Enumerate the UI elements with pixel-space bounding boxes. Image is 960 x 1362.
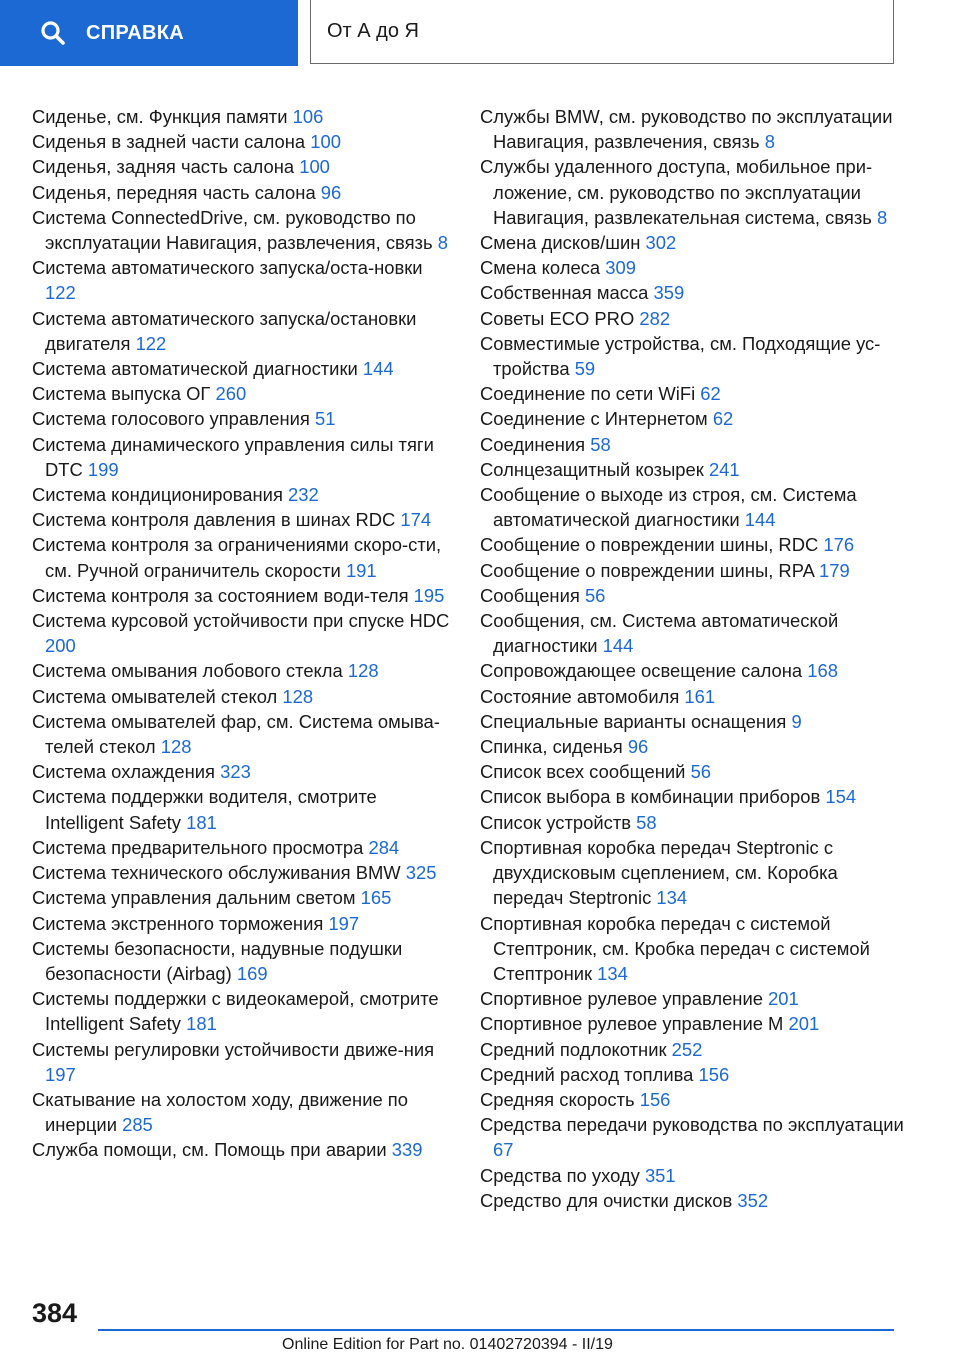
top-navigation	[0, 0, 960, 66]
page-link[interactable]: 181	[186, 811, 217, 833]
index-entry	[32, 835, 452, 860]
index-column-left	[32, 104, 452, 1163]
index-entry	[32, 104, 452, 129]
index-entry-text: Спортивное рулевое управление M	[480, 1013, 784, 1035]
index-entry	[480, 1011, 910, 1036]
index-entry-text: Система автоматического запуска/оста-новки	[32, 257, 423, 279]
index-entry-text: Система охлаждения	[32, 761, 215, 783]
page-link[interactable]: 134	[656, 887, 688, 909]
index-entry-text: Сообщение о повреждении шины, RDC	[480, 534, 819, 556]
index-entry-text: Средство для очистки дисков	[480, 1189, 733, 1211]
page-link[interactable]: 165	[360, 887, 392, 909]
page-link[interactable]: 195	[413, 584, 445, 606]
page-link[interactable]: 260	[215, 383, 247, 405]
page-link[interactable]: 58	[590, 433, 611, 455]
index-entry-text: Солнцезащитный козырек	[480, 458, 704, 480]
index-entry	[480, 432, 910, 457]
page-link[interactable]: 122	[45, 282, 76, 304]
index-entry-text: Системы безопасности, надувные подушки безопасности (Airbag)	[32, 937, 403, 984]
index-entry	[32, 986, 452, 1036]
index-entry	[32, 1137, 452, 1162]
page-link[interactable]: 156	[698, 1063, 730, 1085]
index-entry-text: Соединения	[480, 433, 586, 455]
index-entry	[480, 457, 910, 482]
page-link[interactable]: 241	[708, 458, 740, 480]
index-entry-text: Система автоматической диагностики	[32, 358, 358, 380]
index-entry-text: Системы регулировки устойчивости движе-ния	[32, 1038, 435, 1060]
index-entry	[32, 129, 452, 154]
page-link[interactable]: 156	[639, 1088, 671, 1110]
index-entry-text: Система выпуска ОГ	[32, 383, 211, 405]
index-entry	[32, 507, 452, 532]
index-entry	[32, 709, 452, 759]
index-entry	[480, 986, 910, 1011]
page-link[interactable]: 134	[597, 962, 628, 984]
index-entry	[480, 1188, 910, 1213]
a-to-z-tab[interactable]	[310, 0, 894, 64]
index-entry-text: Собственная масса	[480, 282, 649, 304]
page-link[interactable]: 197	[328, 912, 360, 934]
index-entry	[480, 759, 910, 784]
page-link[interactable]: 352	[737, 1189, 769, 1211]
page-link[interactable]: 325	[405, 862, 437, 884]
edition-footer: Online Edition for Part no. 01402720394 - II/19	[282, 1336, 613, 1353]
page-link[interactable]: 8	[437, 232, 448, 254]
page-link[interactable]: 359	[653, 282, 685, 304]
index-entry-text: Сообщение о выходе из строя, см. Система автоматической диагностики	[480, 484, 857, 531]
index-entry-text: Смена дисков/шин	[480, 232, 641, 254]
index-entry-text: Средства по уходу	[480, 1164, 640, 1186]
page-link[interactable]: 56	[690, 761, 712, 783]
index-entry-text: Система омывателей стекол	[32, 685, 278, 707]
index-entry-text: Соединение с Интернетом	[480, 408, 708, 430]
index-entry	[480, 280, 910, 305]
index-entry	[32, 406, 452, 431]
index-entry-text: Система экстренного торможения	[32, 912, 324, 934]
index-entry	[480, 532, 910, 557]
page-link[interactable]: 302	[645, 232, 677, 254]
page-link[interactable]: 144	[602, 635, 634, 657]
page-link[interactable]: 181	[186, 1013, 217, 1035]
index-entry	[480, 1163, 910, 1188]
index-entry-text: Средства передачи руководства по эксплуатации	[480, 1114, 904, 1136]
index-entry-text: Система курсовой устойчивости при спуске HDC	[32, 610, 450, 632]
index-entry	[480, 734, 910, 759]
index-entry-text: Смена колеса	[480, 257, 601, 279]
page-link[interactable]: 51	[314, 408, 336, 430]
help-tab-label: СПРАВКА	[86, 21, 185, 44]
index-entry-text: Система контроля за состоянием води-теля	[32, 584, 409, 606]
index-entry-text: Система автоматического запуска/остановки двигателя	[32, 307, 417, 354]
index-entry-text: Спортивная коробка передач с системой Стептроник, см. Кробка передач с системой Стептроник	[480, 912, 870, 984]
index-entry	[32, 860, 452, 885]
index-entry	[32, 658, 452, 683]
page-link[interactable]: 144	[362, 358, 394, 380]
index-entry	[32, 205, 452, 255]
index-entry-text: Список устройств	[480, 811, 632, 833]
index-entry	[32, 432, 452, 482]
index-entry-text: Службы BMW, см. руководство по эксплуатации Навигация, развлечения, связь	[480, 106, 893, 153]
index-entry	[480, 810, 910, 835]
page-link[interactable]: 199	[87, 458, 119, 480]
index-entry	[480, 255, 910, 280]
help-tab[interactable]	[0, 0, 298, 66]
index-entry-text: Системы поддержки с видеокамерой, смотрите Intelligent Safety	[32, 988, 439, 1035]
index-entry-text: Сиденье, см. Функция памяти	[32, 106, 288, 127]
index-entry-text: Сиденья в задней части салона	[32, 131, 306, 153]
index-entry	[480, 154, 910, 230]
index-entry	[480, 583, 910, 608]
index-entry-text: Спортивная коробка передач Steptronic с двухдисковым сцеплением, см. Коробка передач Steptronic	[480, 836, 838, 909]
page-link[interactable]: 232	[288, 484, 319, 506]
page-link[interactable]: 323	[220, 761, 251, 783]
page-link[interactable]: 285	[122, 1114, 153, 1136]
page-link[interactable]: 58	[636, 811, 657, 833]
index-entry	[32, 356, 452, 381]
index-entry-text: Система контроля за ограничениями скоро-сти, см. Ручной ограничитель скорости	[32, 534, 442, 581]
index-entry-text: Советы ECO PRO	[480, 307, 635, 329]
page-link[interactable]: 161	[684, 685, 716, 707]
index-entry-text: Совместимые устройства, см. Подходящие ус-тройства	[480, 332, 881, 380]
page-link[interactable]: 8	[764, 131, 775, 153]
index-entry-text: Служба помощи, см. Помощь при аварии	[32, 1139, 387, 1161]
index-entry-text: Скатывание на холостом ходу, движение по инерции	[32, 1088, 408, 1136]
index-entry	[480, 406, 910, 431]
index-entry	[480, 104, 910, 154]
page-link[interactable]: 122	[135, 332, 167, 354]
index-entry	[480, 482, 910, 532]
page-link[interactable]: 9	[791, 710, 802, 732]
index-entry-text: Сообщения	[480, 584, 580, 606]
index-entry	[32, 482, 452, 507]
page-link[interactable]: 128	[347, 660, 379, 682]
index-entry-text: Система кондиционирования	[32, 484, 283, 506]
index-entry-text: Список всех сообщений	[480, 761, 686, 783]
index-entry-text: Сиденья, передняя часть салона	[32, 181, 316, 203]
index-entry-text: Состояние автомобиля	[480, 685, 680, 707]
page-link[interactable]: 62	[712, 408, 734, 430]
page-link[interactable]: 56	[584, 584, 606, 606]
index-entry-text: Сообщение о повреждении шины, RPA	[480, 559, 814, 581]
index-entry	[480, 1037, 910, 1062]
page-link[interactable]: 96	[320, 181, 342, 203]
page-link[interactable]: 154	[825, 786, 857, 808]
index-entry	[32, 911, 452, 936]
index-entry	[480, 784, 910, 809]
index-entry	[32, 255, 452, 305]
index-entry-text: Спортивное рулевое управление	[480, 988, 763, 1010]
footer-divider	[98, 1329, 894, 1331]
index-entry	[32, 784, 452, 834]
page-link[interactable]: 100	[299, 156, 330, 178]
page-link[interactable]: 67	[493, 1139, 514, 1161]
index-entry-text: Список выбора в комбинации приборов	[480, 786, 821, 808]
index-entry-text: Спинка, сиденья	[480, 736, 623, 758]
index-entry	[32, 381, 452, 406]
page-link[interactable]: 179	[818, 559, 850, 581]
index-entry	[480, 608, 910, 658]
index-entry-text: Службы удаленного доступа, мобильное при-ложение, см. руководство по эксплуатации Навигация, развлекательная система, связь	[480, 156, 873, 228]
index-entry-text: Система технического обслуживания BMW	[32, 862, 401, 884]
index-entry-text: Средний подлокотник	[480, 1038, 667, 1060]
page-link[interactable]: 201	[768, 988, 799, 1010]
index-entry-text: Сообщения, см. Система автоматической диагностики	[480, 610, 839, 657]
index-entry-text: Система контроля давления в шинах RDC	[32, 509, 396, 531]
index-entry-text: Соединение по сети WiFi	[480, 383, 696, 405]
index-entry	[480, 709, 910, 734]
index-entry	[480, 658, 910, 683]
page-link[interactable]: 351	[644, 1164, 676, 1186]
index-entry-text: Система управления дальним светом	[32, 887, 356, 909]
index-entry	[480, 558, 910, 583]
page-link[interactable]: 174	[400, 509, 432, 531]
index-entry-text: Система омывателей фар, см. Система омыва-телей стекол	[32, 710, 440, 758]
index-entry-text: Система омывания лобового стекла	[32, 660, 343, 682]
page-link[interactable]: 62	[700, 383, 721, 405]
index-entry	[32, 759, 452, 784]
page-link[interactable]: 252	[671, 1038, 703, 1060]
index-entry	[480, 306, 910, 331]
page-number: 384	[32, 1298, 78, 1328]
index-entry	[32, 306, 452, 356]
search-icon	[40, 20, 66, 46]
index-entry	[480, 331, 910, 381]
index-entry-text: Система динамического управления силы тяги DTC	[32, 433, 434, 480]
page-link[interactable]: 8	[876, 206, 888, 228]
page-link[interactable]: 176	[823, 534, 855, 556]
page-link[interactable]: 144	[744, 509, 776, 531]
index-entry	[480, 230, 910, 255]
index-entry-text: Средний расход топлива	[480, 1063, 694, 1085]
page-link[interactable]: 200	[45, 635, 76, 657]
page-link[interactable]: 284	[368, 836, 400, 858]
index-entry	[480, 835, 910, 911]
page-link[interactable]: 128	[282, 685, 314, 707]
index-entry-text: Система голосового управления	[32, 408, 310, 430]
index-entry	[32, 936, 452, 986]
index-entry	[32, 684, 452, 709]
page-link[interactable]: 106	[292, 106, 324, 127]
page-link[interactable]: 169	[236, 962, 268, 984]
index-entry	[32, 583, 452, 608]
page-link[interactable]: 339	[391, 1139, 423, 1161]
index-column-right	[480, 104, 910, 1213]
page-link[interactable]: 201	[788, 1013, 820, 1035]
index-entry	[480, 911, 910, 987]
page-link[interactable]: 191	[345, 559, 377, 581]
page-link[interactable]: 128	[160, 736, 192, 758]
index-entry	[480, 684, 910, 709]
a-to-z-tab-label: От А до Я	[327, 20, 419, 42]
index-entry-text: Система ConnectedDrive, см. руководство по эксплуатации Навигация, развлечения, связь	[32, 206, 433, 254]
page-link[interactable]: 96	[627, 736, 649, 758]
index-entry	[32, 608, 452, 658]
page-link[interactable]: 309	[605, 257, 636, 279]
page-link[interactable]: 59	[574, 358, 596, 380]
index-entry	[480, 381, 910, 406]
index-entry	[32, 885, 452, 910]
index-entry-text: Сиденья, задняя часть салона	[32, 156, 295, 178]
index-entry	[32, 180, 452, 205]
index-entry	[480, 1112, 910, 1162]
index-entry	[480, 1062, 910, 1087]
index-entry	[32, 1037, 452, 1087]
index-entry-text: Сопровождающее освещение салона	[480, 660, 803, 682]
index-entry	[32, 1087, 452, 1137]
page-link[interactable]: 100	[310, 131, 341, 153]
index-entry	[32, 532, 452, 582]
index-entry-text: Средняя скорость	[480, 1088, 635, 1110]
index-entry-text: Система поддержки водителя, смотрите Intelligent Safety	[32, 786, 377, 833]
index-entry-text: Специальные варианты оснащения	[480, 710, 787, 732]
index-entry-text: Система предварительного просмотра	[32, 836, 364, 858]
page-link[interactable]: 197	[45, 1063, 76, 1085]
page-link[interactable]: 168	[807, 660, 838, 682]
index-entry	[480, 1087, 910, 1112]
index-entry	[32, 154, 452, 179]
page-link[interactable]: 282	[639, 307, 671, 329]
